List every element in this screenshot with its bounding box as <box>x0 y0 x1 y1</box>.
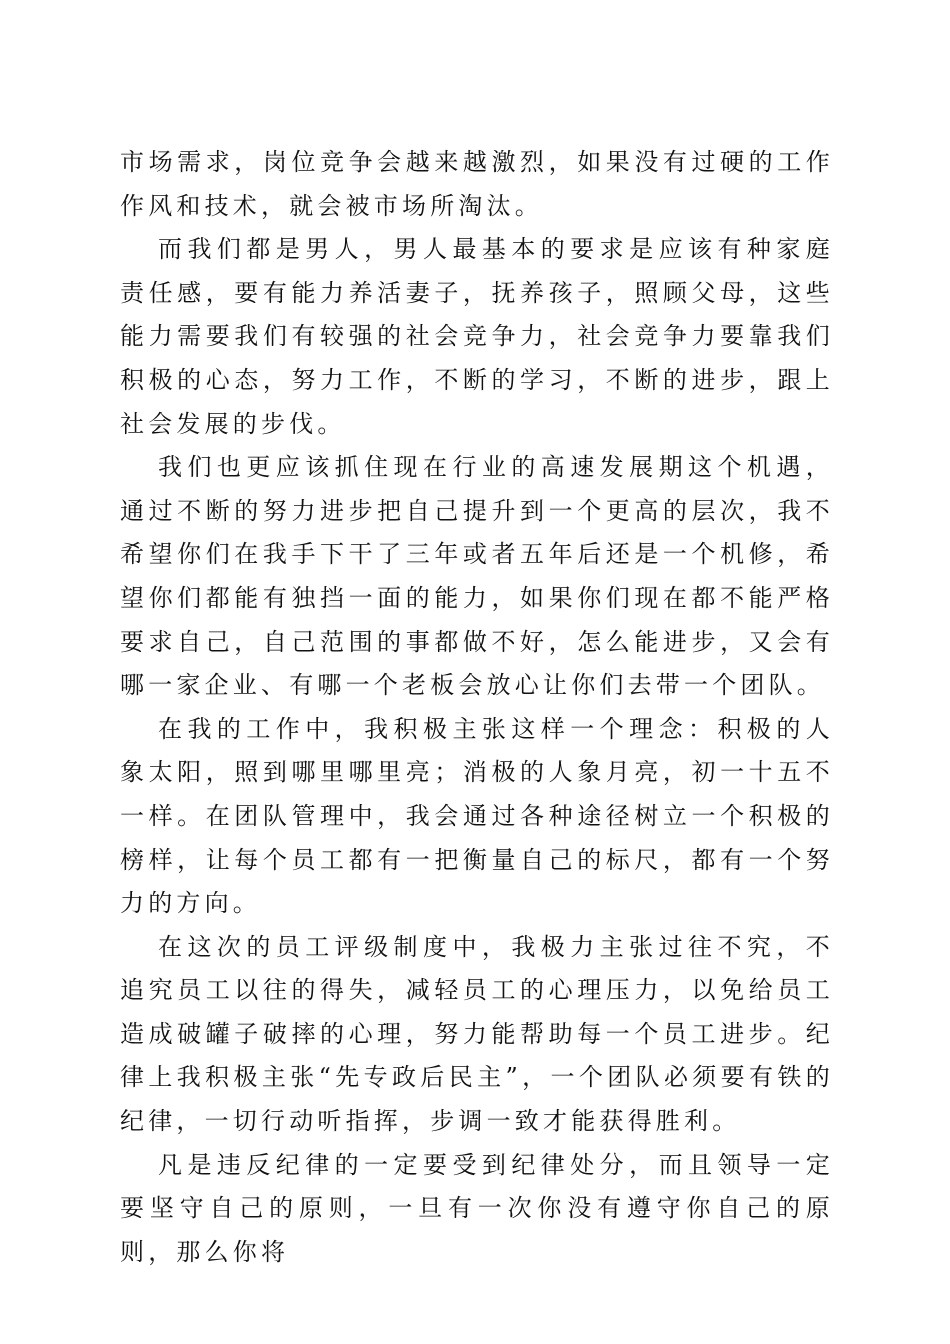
paragraph-1: 市场需求，岗位竞争会越来越激烈，如果没有过硬的工作作风和技术，就会被市场所淘汰。 <box>120 148 834 220</box>
paragraph-5: 在这次的员工评级制度中，我极力主张过往不究，不追究员工以往的得失，减轻员工的心理压力，以免给员工造成破罐子破摔的心理，努力能帮助每一个员工进步。纪律上我积极主张“先专政后民主”，一个团队必须要有铁的纪律，一切行动听指挥，步调一致才能获得胜利。 <box>120 932 834 1136</box>
paragraph-3: 我们也更应该抓住现在行业的高速发展期这个机遇，通过不断的努力进步把自己提升到一个更高的层次，我不希望你们在我手下干了三年或者五年后还是一个机修，希望你们都能有独挡一面的能力，如果你们现在都不能严格要求自己，自己范围的事都做不好，怎么能进步，又会有哪一家企业、有哪一个老板会放心让你们去带一个团队。 <box>120 453 834 700</box>
paragraph-2: 而我们都是男人，男人最基本的要求是应该有种家庭责任感，要有能力养活妻子，抚养孩子，照顾父母，这些能力需要我们有较强的社会竞争力，社会竞争力要靠我们积极的心态，努力工作，不断的学习，不断的进步，跟上社会发展的步伐。 <box>120 235 834 438</box>
paragraph-6: 凡是违反纪律的一定要受到纪律处分，而且领导一定要坚守自己的原则，一旦有一次你没有遵守你自己的原则，那么你将 <box>120 1150 834 1266</box>
document-body <box>120 141 834 1274</box>
paragraph-4: 在我的工作中，我积极主张这样一个理念：积极的人象太阳，照到哪里哪里亮；消极的人象月亮，初一十五不一样。在团队管理中，我会通过各种途径树立一个积极的榜样，让每个员工都有一把衡量自己的标尺，都有一个努力的方向。 <box>120 714 834 918</box>
